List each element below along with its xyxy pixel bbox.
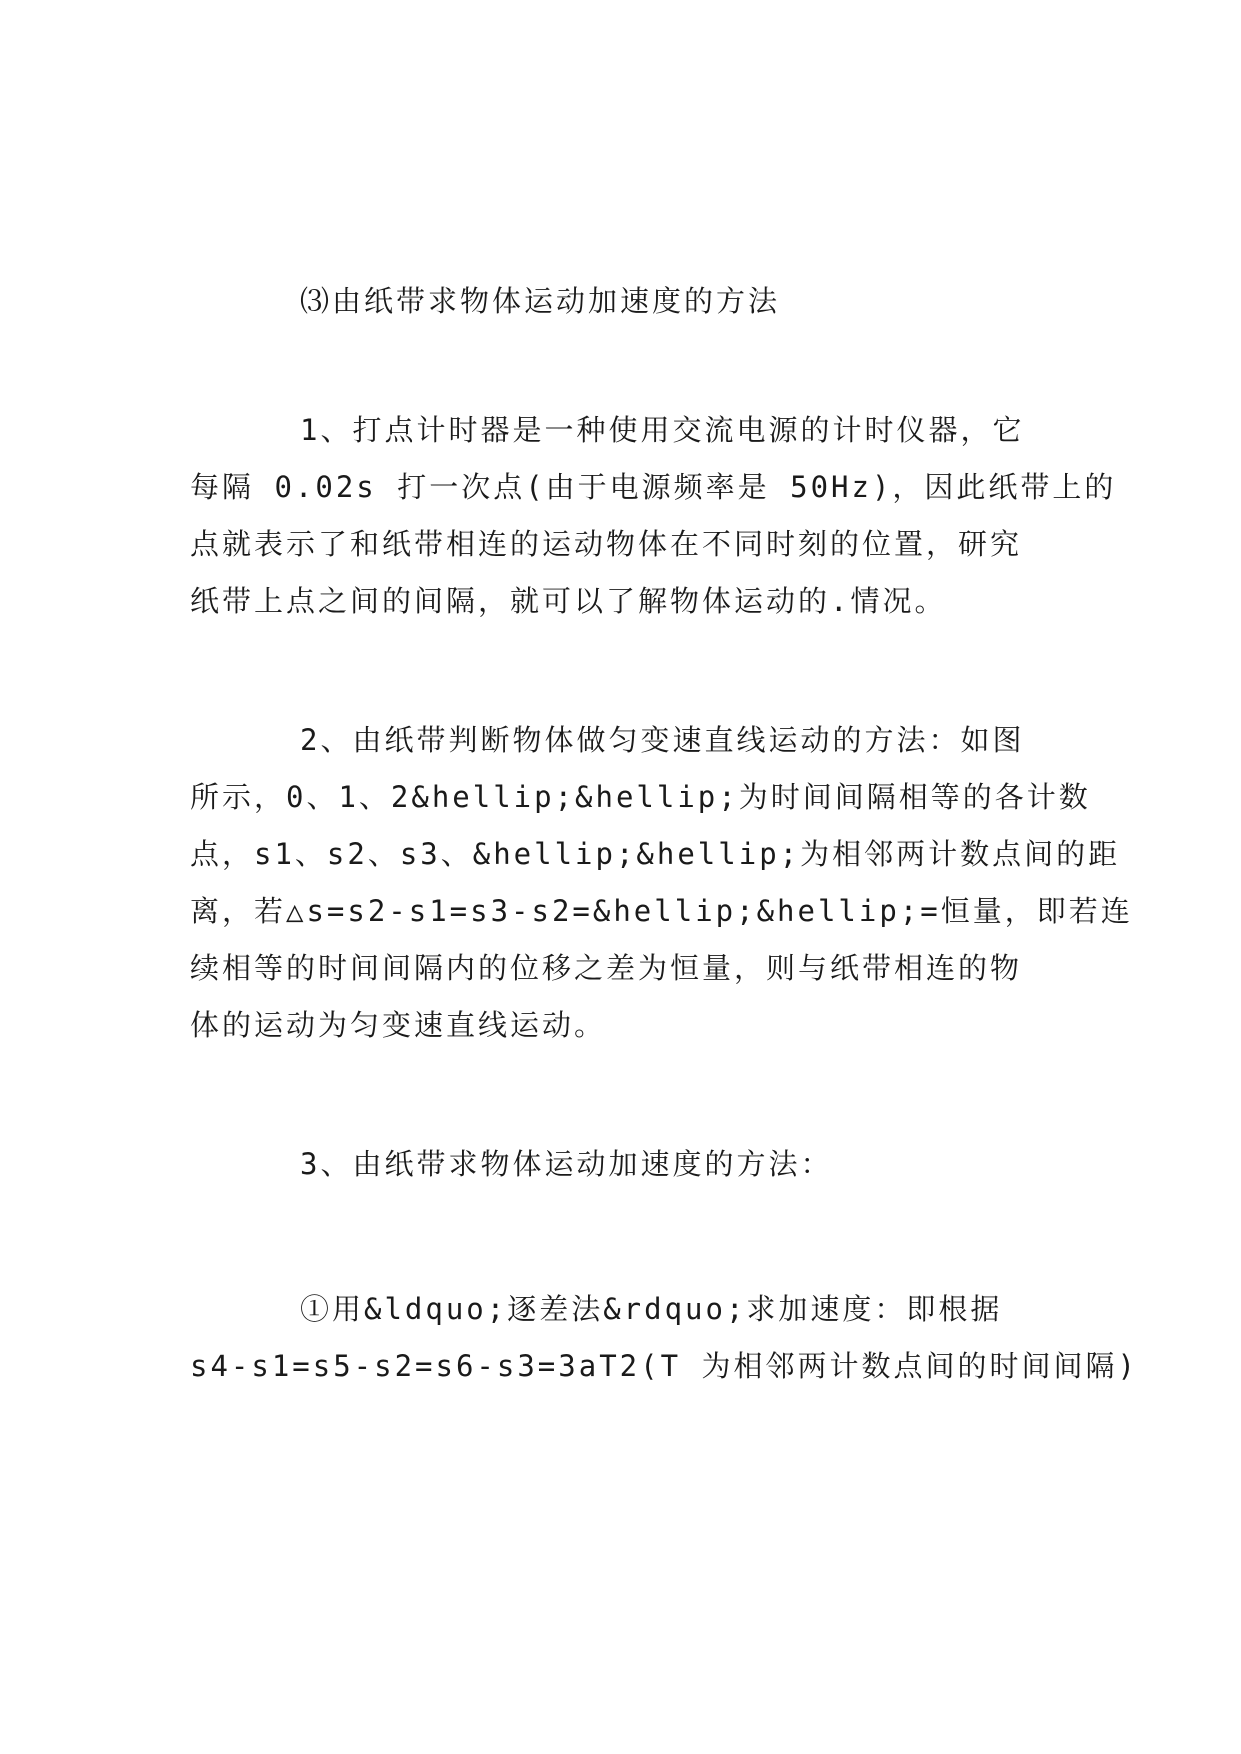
paragraph-2-line-2: 所示，0、1、2&hellip;&hellip;为时间间隔相等的各计数 [190,780,1091,814]
paragraph-2-line-3: 点，s1、s2、s3、&hellip;&hellip;为相邻两计数点间的距 [190,837,1121,871]
section-heading: ⑶由纸带求物体运动加速度的方法 [300,284,781,318]
paragraph-4-line-1: ①用&ldquo;逐差法&rdquo;求加速度：即根据 [300,1292,1003,1326]
paragraph-3: 3、由纸带求物体运动加速度的方法： [300,1147,833,1181]
paragraph-4-line-2: s4-s1=s5-s2=s6-s3=3aT2(T 为相邻两计数点间的时间间隔) [190,1349,1138,1383]
paragraph-1-line-2: 每隔 0.02s 打一次点(由于电源频率是 50Hz)，因此纸带上的 [190,470,1117,504]
paragraph-1-line-1: 1、打点计时器是一种使用交流电源的计时仪器，它 [300,413,1025,447]
paragraph-2-line-1: 2、由纸带判断物体做匀变速直线运动的方法：如图 [300,723,1025,757]
paragraph-2-line-5: 续相等的时间间隔内的位移之差为恒量，则与纸带相连的物 [190,951,1023,985]
paragraph-2-line-6: 体的运动为匀变速直线运动。 [190,1008,607,1042]
paragraph-2-line-4: 离，若△s=s2-s1=s3-s2=&hellip;&hellip;=恒量，即若连 [190,894,1133,928]
paragraph-1-line-3: 点就表示了和纸带相连的运动物体在不同时刻的位置，研究 [190,527,1023,561]
paragraph-1-line-4: 纸带上点之间的间隔，就可以了解物体运动的.情况。 [190,584,947,618]
